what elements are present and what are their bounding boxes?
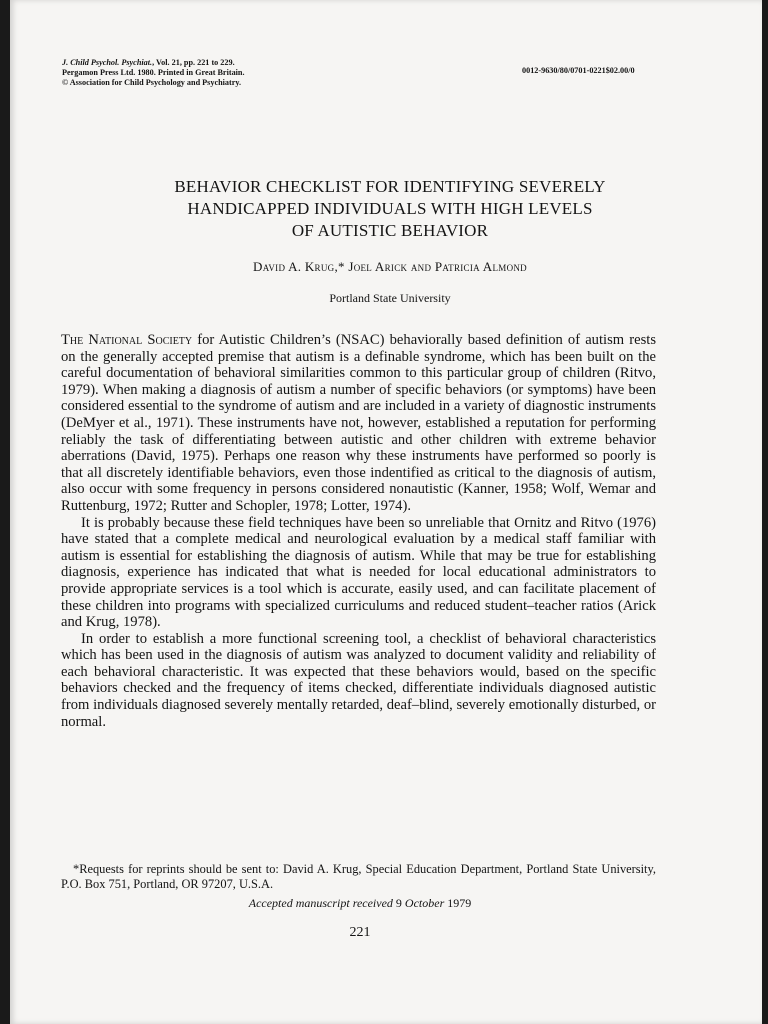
- paragraph-1-text: for Autistic Children’s (NSAC) behaviorally based definition of autism rests on the generally accepted premise that autism is a definable syndrome, which has been built on the careful documentation of behavioral similarities common to this particular group of children (Ritvo, 1979). When making a diagnosis of autism a number of specific behaviors (or symptoms) have been considered essential to the syndrome of autism and are included in a variety of diagnostic instruments (DeMyer et al., 1971). These instruments have not, however, established a reputation for performing reliably the task of differentiating between autistic and other children with extreme behavior aberrations (David, 1975). Perhaps one reason why these instruments have performed so poorly is that all discretely identifiable behaviors, even those indentified as critical to the diagnosis of autism, also occur with some frequency in persons considered nonautistic (Kanner, 1958; Wolf, Wemar and Ruttenburg, 1972; Rutter and Schopler, 1978; Lotter, 1974).: [61, 332, 656, 514]
- publisher-line: Pergamon Press Ltd. 1980. Printed in Great Britain.: [62, 68, 245, 77]
- journal-citation: [62, 58, 245, 88]
- paragraph-2: It is probably because these field techniques have been so unreliable that Ornitz and Ritvo (1976) have stated that a complete medical and neurological evaluation by a medical staff familiar with autism is essential for establishing the diagnosis of autism. While that may be true for establishing diagnosis, experience has indicated that what is needed for local educational administrators to provide appropriate services is a tool which is accurate, easily used, and can facilitate placement of these children into programs with specialized curriculums and reduced student–teacher ratios (Arick and Krug, 1978).: [61, 514, 656, 631]
- accepted-month: October: [404, 896, 445, 910]
- accepted-label: Accepted manuscript received: [248, 896, 393, 910]
- accepted-note: [60, 896, 660, 911]
- affiliation: Portland State University: [329, 291, 451, 305]
- paragraph-3: In order to establish a more functional screening tool, a checklist of behavioral characteristics which has been used in the diagnosis of autism was analyzed to document validity and reliability of each behavioral characteristic. It was expected that these behaviors would, based on the specific behaviors checked and the frequency of items checked, differentiate individuals diagnosed autistic from individuals diagnosed severely mentally retarded, deaf–blind, severely emotionally disturbed, or normal.: [61, 630, 656, 730]
- article-body: [61, 332, 656, 730]
- footnote: *Requests for reprints should be sent to: David A. Krug, Special Education Department, Portland State University, P.O. Box 751, Portland, OR 97207, U.S.A.: [61, 862, 656, 891]
- paragraph-1: [61, 332, 656, 515]
- accepted-year: 1979: [447, 896, 472, 910]
- authors: David A. Krug,* Joel Arick and Patricia Almond: [253, 259, 527, 274]
- article-code: 0012-9630/80/0701-0221$02.00/0: [522, 66, 635, 75]
- journal-page: [10, 0, 762, 1024]
- title-line-1: BEHAVIOR CHECKLIST FOR IDENTIFYING SEVERELY: [174, 177, 606, 196]
- title-line-2: HANDICAPPED INDIVIDUALS WITH HIGH LEVELS: [187, 199, 593, 218]
- copyright-line: © Association for Child Psychology and Psychiatry.: [62, 78, 242, 87]
- page-number: 221: [349, 925, 371, 940]
- accepted-day: 9: [395, 896, 402, 910]
- article-title: [90, 176, 690, 242]
- journal-volume: , Vol. 21, pp. 221 to 229.: [152, 58, 235, 67]
- paragraph-1-lead: The National Society: [61, 332, 193, 348]
- title-line-3: OF AUTISTIC BEHAVIOR: [291, 221, 489, 240]
- journal-name: J. Child Psychol. Psychiat.: [62, 58, 153, 67]
